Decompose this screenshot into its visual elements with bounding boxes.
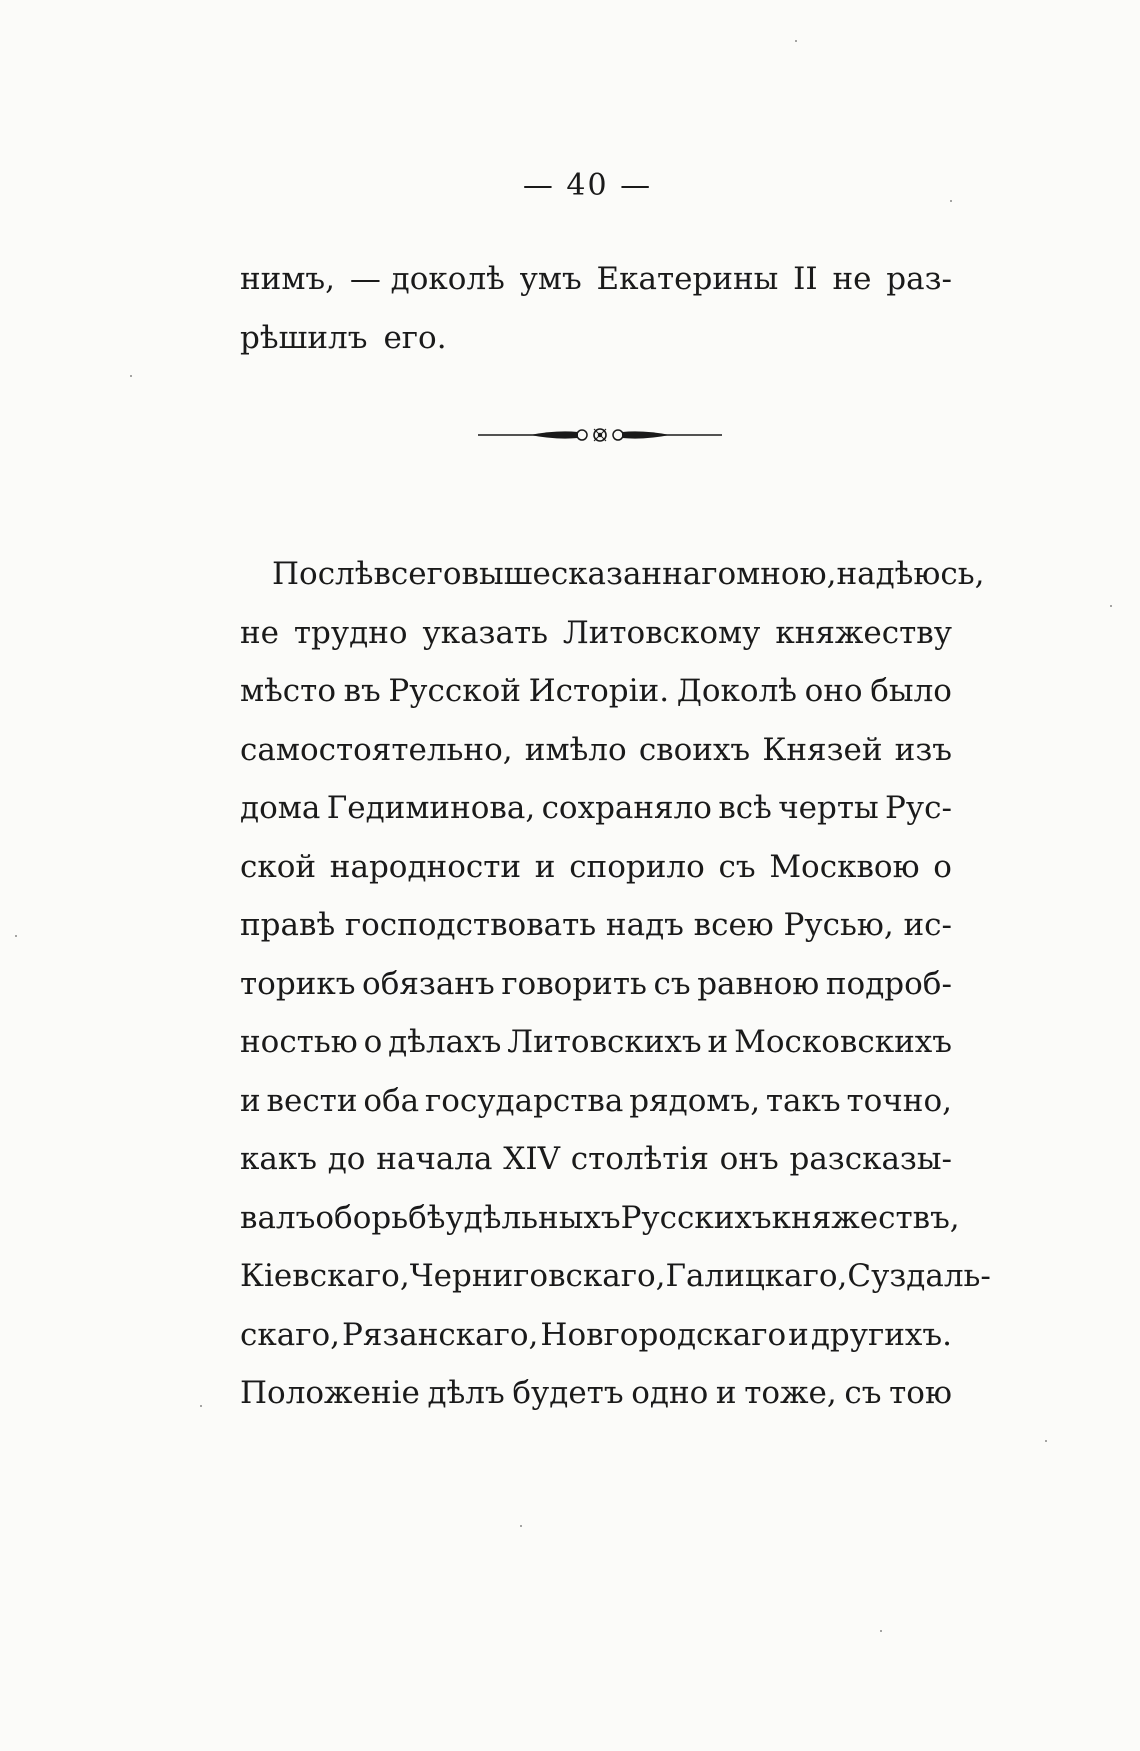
word: тою <box>889 1375 952 1411</box>
word: о <box>315 1199 335 1236</box>
word: Галицкаго, <box>665 1258 848 1294</box>
word: о <box>933 848 952 885</box>
word: Послѣ <box>272 556 374 592</box>
word: онъ <box>719 1141 779 1177</box>
word: Рус- <box>885 790 952 826</box>
text-line <box>240 1189 960 1248</box>
paper-speck <box>520 1525 522 1527</box>
word: сохраняло <box>541 790 712 826</box>
text-line <box>240 545 985 604</box>
word: ностью <box>240 1024 358 1060</box>
word: оба <box>363 1082 420 1119</box>
word: умъ <box>519 261 582 297</box>
word: мѣсто <box>240 673 336 709</box>
word: Московскихъ <box>734 1024 952 1060</box>
word: удѣльныхъ <box>445 1199 621 1236</box>
word: другихъ. <box>810 1316 952 1353</box>
word: подроб- <box>825 965 952 1002</box>
word: и <box>534 848 556 885</box>
paragraph-main <box>240 545 991 1423</box>
word: надъ <box>605 907 684 943</box>
word: Литовскихъ <box>507 1024 702 1060</box>
word: такъ <box>765 1082 841 1119</box>
word: до <box>327 1141 366 1177</box>
word: всею <box>693 907 774 943</box>
word: народности <box>329 848 522 885</box>
page-number: — 40 — <box>522 168 653 203</box>
word: Русью, <box>783 907 894 943</box>
word: Литовскому <box>562 614 761 651</box>
word: одно <box>631 1375 709 1411</box>
text-line <box>240 309 952 368</box>
word: его. <box>383 319 447 356</box>
word: начала <box>376 1141 493 1177</box>
word: вести <box>266 1082 358 1119</box>
word: спорило <box>569 848 705 885</box>
paper-speck <box>880 1630 882 1632</box>
word: раз- <box>886 261 952 297</box>
word: столѣтія <box>570 1141 709 1177</box>
word: Положеніе <box>240 1375 420 1411</box>
word: Черниговскаго, <box>409 1258 666 1294</box>
word: всѣ <box>718 790 772 826</box>
word: тоже, <box>744 1375 837 1411</box>
paper-speck <box>15 935 17 937</box>
word: не <box>240 614 280 651</box>
word: дѣлахъ <box>388 1024 502 1060</box>
paper-speck <box>1110 605 1112 607</box>
paper-speck <box>200 1405 202 1407</box>
word: Доколѣ <box>676 673 797 709</box>
text-line <box>240 1130 952 1189</box>
word: съ <box>718 848 756 885</box>
word: имѣло <box>524 731 627 768</box>
word: говорить <box>501 965 647 1002</box>
word: Екатерины <box>596 261 779 297</box>
word: оно <box>804 673 863 709</box>
word: было <box>870 673 952 709</box>
text-line <box>240 1247 991 1306</box>
text-line <box>240 955 952 1014</box>
text-line <box>240 1072 952 1131</box>
word: съ <box>844 1375 882 1411</box>
word: всего <box>373 556 462 592</box>
word: мною, <box>736 556 837 592</box>
word: равною <box>697 965 820 1002</box>
paper-speck <box>795 40 797 42</box>
word: скаго, <box>240 1316 340 1353</box>
word: княжеству <box>775 614 952 651</box>
text-line <box>240 604 952 663</box>
word: Русскихъ <box>620 1199 772 1236</box>
word: борьбѣ <box>334 1199 446 1236</box>
text-line <box>240 721 952 780</box>
word: княжествъ, <box>771 1199 960 1236</box>
word: Князей <box>762 731 883 768</box>
word: рядомъ, <box>629 1082 761 1119</box>
word: Кіевскаго, <box>240 1258 410 1294</box>
word: обязанъ <box>362 965 495 1002</box>
word: трудно <box>293 614 408 651</box>
text-line <box>240 838 952 897</box>
text-line <box>240 1013 952 1072</box>
word: и <box>788 1316 809 1353</box>
word: съ <box>653 965 691 1002</box>
word: ской <box>240 848 317 885</box>
word: разсказы- <box>789 1141 952 1177</box>
word: торикъ <box>240 965 356 1002</box>
word: Рязанскаго, <box>341 1316 539 1353</box>
word: — доколѣ <box>349 261 505 297</box>
word: черты <box>778 790 879 826</box>
text-line <box>240 896 952 955</box>
word: изъ <box>894 731 952 768</box>
word: надѣюсь, <box>836 556 985 592</box>
word: Суздаль- <box>847 1258 991 1294</box>
word: о <box>363 1024 383 1060</box>
ornamental-divider <box>478 420 722 450</box>
word: какъ <box>240 1141 317 1177</box>
text-line <box>240 779 952 838</box>
text-line <box>240 1306 952 1365</box>
word: и <box>707 1024 729 1060</box>
word: дома <box>240 790 321 826</box>
word: Русской <box>388 673 521 709</box>
word: Новгородскаго <box>540 1316 787 1353</box>
text-line <box>240 250 952 309</box>
word: Исторіи. <box>528 673 670 709</box>
word: Москвою <box>769 848 920 885</box>
word: валъ <box>240 1199 316 1236</box>
paper-speck <box>130 375 132 377</box>
word: господствовать <box>344 907 597 943</box>
paper-speck <box>1045 1440 1047 1442</box>
word: не <box>832 261 872 297</box>
paper-speck <box>950 200 952 202</box>
word: дѣлъ <box>427 1375 505 1411</box>
word: рѣшилъ <box>240 319 368 356</box>
text-line <box>240 1364 952 1423</box>
word: Гедиминова, <box>326 790 536 826</box>
word: XIV <box>503 1141 560 1177</box>
word: указать <box>422 614 548 651</box>
word: вышесказаннаго <box>461 556 737 592</box>
word: государства <box>425 1082 624 1119</box>
word: своихъ <box>638 731 751 768</box>
paragraph-continued <box>240 250 952 367</box>
word: ис- <box>903 907 952 943</box>
word: будетъ <box>512 1375 624 1411</box>
word: и <box>715 1375 737 1411</box>
word: нимъ, <box>240 261 336 297</box>
word: правѣ <box>240 907 336 943</box>
text-line <box>240 662 952 721</box>
word: и <box>240 1082 261 1119</box>
word: II <box>793 261 818 297</box>
word: въ <box>343 673 381 709</box>
word: точно, <box>846 1082 952 1119</box>
word: самостоятельно, <box>240 731 513 768</box>
